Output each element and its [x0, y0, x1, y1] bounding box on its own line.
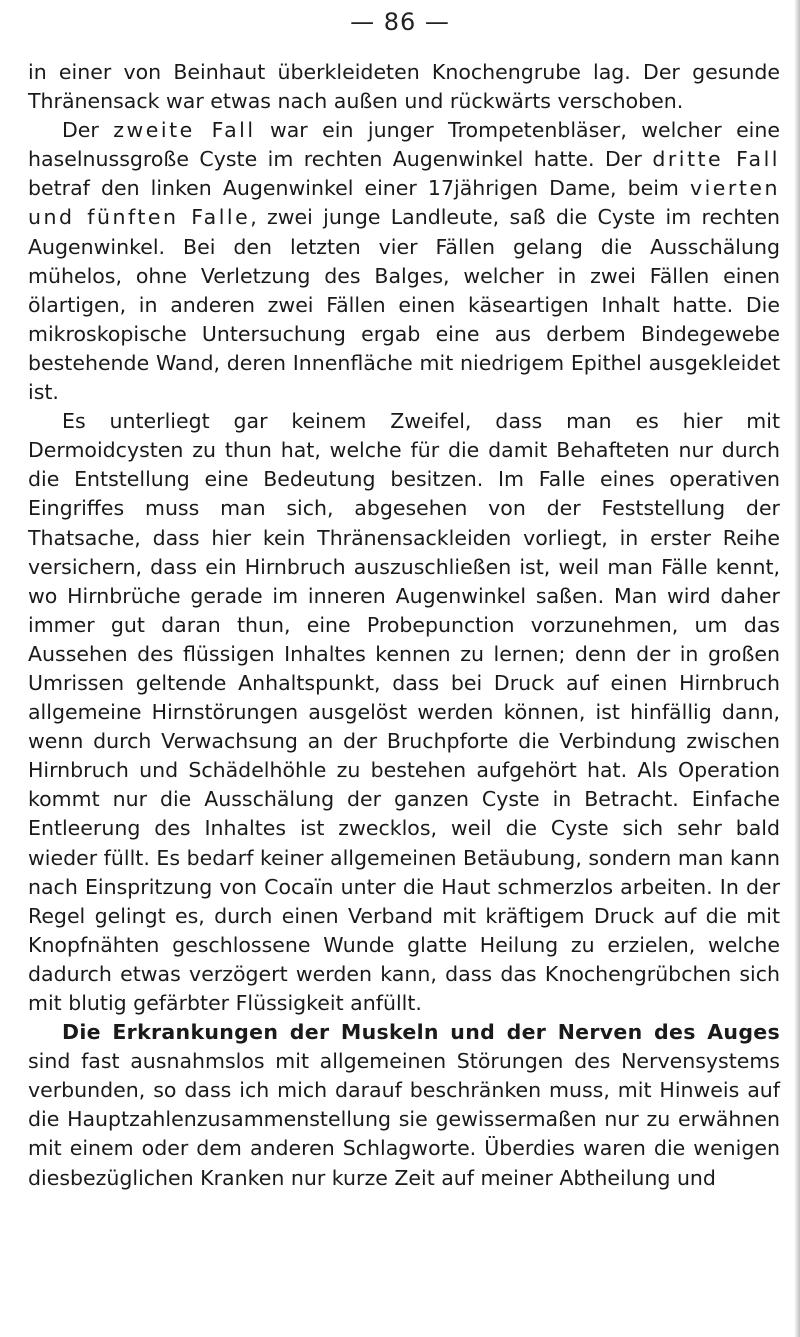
paragraph-muscles-nerves-body: sind fast ausnahmslos mit allgemeinen Störungen des Nervensystems verbunden, so dass ich mich darauf beschränken muss, mit Hinweis auf die Hauptzahlenzusammenstellung sie gewissermaßen nur zu erwähnen mit einem oder dem anderen Schlagworte. Überdies waren die wenigen diesbezüglichen Kranken nur kurze Zeit auf meiner Abtheilung und [28, 1049, 780, 1190]
paragraph-dermoid-cysts: Es unterliegt gar keinem Zweifel, dass man es hier mit Dermoidcysten zu thun hat, welche für die damit Behafteten nur durch die Entstellung eine Bedeutung besitzen. Im Falle eines operativen Eingriffes muss man sich, abgesehen von der Feststellung der Thatsache, dass hier kein Thränensackleiden vorliegt, in erster Reihe versichern, dass ein Hirnbruch auszuschließen ist, weil man Fälle kennt, wo Hirnbrüche gerade im inneren Augenwinkel saßen. Man wird daher immer gut daran thun, eine Probepunction vorzunehmen, um das Aussehen des flüssigen Inhaltes kennen zu lernen; denn der in großen Umrissen geltende Anhaltspunkt, dass bei Druck auf einen Hirnbruch allgemeine Hirnstörungen ausgelöst werden können, ist hinfällig dann, wenn durch Verwachsung an der Bruchpforte die Verbindung zwischen Hirnbruch und Schädelhöhle zu bestehen aufgehört hat. Als Operation kommt nur die Ausschälung der ganzen Cyste in Betracht. Einfache Entleerung des Inhaltes ist zwecklos, weil die Cyste sich sehr bald wieder füllt. Es bedarf keiner allgemeinen Betäubung, sondern man kann nach Einspritzung von Cocaïn unter die Haut schmerzlos arbeiten. In der Regel gelingt es, durch einen Verband mit kräftigem Druck auf die mit Knopfnähten geschlossene Wunde glatte Heilung zu erzielen, welche dadurch etwas verzögert werden kann, dass das Knochengrübchen sich mit blutig gefärbter Flüssigkeit anfüllt. [28, 409, 780, 1015]
paragraph-cases [28, 116, 780, 407]
case-four-five-label: vierten und fünften Falle [28, 176, 780, 230]
paragraph-cases-part2: war ein junger Trompetenbläser, welcher eine haselnussgroße Cyste im rechten Augenwinkel hatte. Der [28, 118, 780, 172]
paragraph-cases-intro: Der [62, 118, 114, 143]
case-two-label: zweite Fall [113, 118, 256, 143]
page-edge-shadow [794, 0, 800, 1337]
paragraph-cases-part4: , zwei junge Landleute, saß die Cyste im rechten Augenwinkel. Bei den letzten vier Fällen gelang die Ausschälung mühelos, ohne Verletzung des Balges, welcher in zwei Fällen einen ölartigen, in anderen zwei Fällen einen käseartigen Inhalt hatte. Die mikroskopische Untersuchung ergab eine aus derbem Bindegewebe bestehende Wand, deren Innenfläche mit niedrigem Epithel ausgekleidet ist. [28, 205, 780, 405]
paragraph-continuation: in einer von Beinhaut überkleideten Knochengrube lag. Der gesunde Thränensack war etwas nach außen und rückwärts verschoben. [28, 60, 780, 114]
paragraph-cases-part3: betraf den linken Augenwinkel einer 17jährigen Dame, beim [28, 176, 690, 201]
section-heading: Die Erkrankungen der Muskeln und der Nerven des Auges [62, 1020, 780, 1045]
paragraph-muscles-nerves [28, 1018, 780, 1193]
body-text [28, 58, 780, 1193]
page-number: — 86 — [350, 8, 450, 36]
case-three-label: dritte Fall [652, 147, 780, 172]
